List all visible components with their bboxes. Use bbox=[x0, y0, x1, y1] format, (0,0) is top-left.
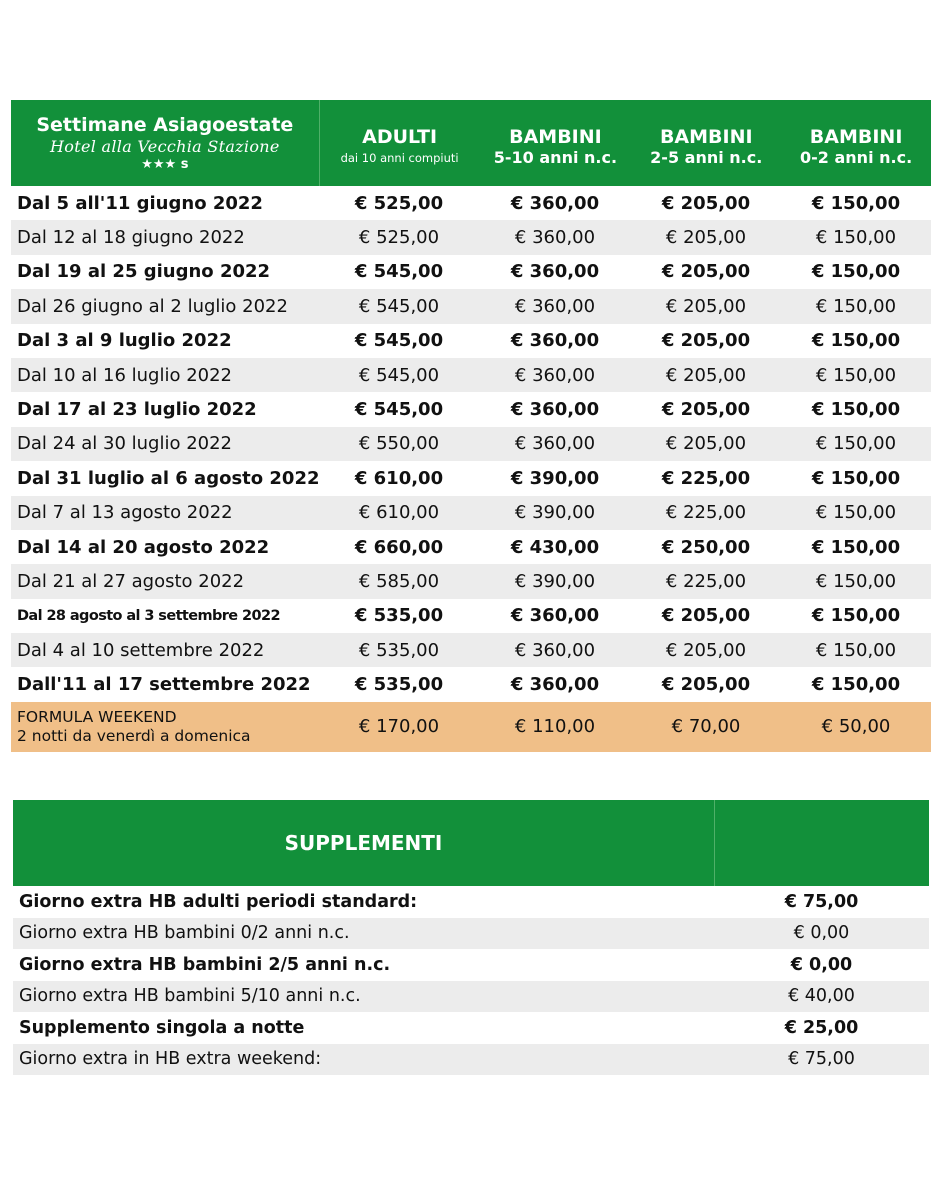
price-bambini-0-2: € 150,00 bbox=[811, 467, 901, 489]
table-row bbox=[11, 255, 931, 289]
list-item bbox=[13, 1012, 929, 1044]
period-label: Dal 3 al 9 luglio 2022 bbox=[17, 330, 232, 352]
price-adulti: € 545,00 bbox=[358, 295, 440, 317]
price-bambini-5-10: € 360,00 bbox=[510, 330, 600, 352]
brand-title: Settimane Asiagoestate bbox=[36, 113, 294, 136]
price-bambini-2-5: € 205,00 bbox=[661, 605, 751, 627]
price-bambini-0-2: € 150,00 bbox=[815, 364, 897, 386]
price-bambini-5-10: € 430,00 bbox=[510, 536, 600, 558]
price-table-body bbox=[11, 186, 931, 702]
price-bambini-5-10: € 390,00 bbox=[510, 467, 600, 489]
price-bambini-2-5: € 205,00 bbox=[661, 399, 751, 421]
price-bambini-2-5: € 225,00 bbox=[661, 467, 751, 489]
period-label: Dal 31 luglio al 6 agosto 2022 bbox=[17, 467, 320, 489]
weekend-row bbox=[11, 702, 931, 752]
col-title: BAMBINI bbox=[509, 126, 602, 148]
table-row bbox=[11, 220, 931, 254]
col-adulti bbox=[320, 100, 480, 186]
weekend-label bbox=[11, 708, 319, 746]
period-label: Dal 4 al 10 settembre 2022 bbox=[17, 639, 265, 661]
weekend-price-bambini-0-2: € 50,00 bbox=[821, 716, 891, 738]
price-bambini-0-2: € 150,00 bbox=[811, 330, 901, 352]
supplementi-header-empty bbox=[715, 800, 929, 886]
price-bambini-5-10: € 360,00 bbox=[510, 605, 600, 627]
price-bambini-2-5: € 250,00 bbox=[661, 536, 751, 558]
table-row bbox=[11, 633, 931, 667]
price-bambini-5-10: € 360,00 bbox=[514, 364, 596, 386]
price-bambini-2-5: € 205,00 bbox=[665, 227, 747, 249]
period-label: Dal 12 al 18 giugno 2022 bbox=[17, 227, 245, 249]
table-row bbox=[11, 564, 931, 598]
table-row bbox=[11, 667, 931, 701]
period-label: Dall'11 al 17 settembre 2022 bbox=[17, 674, 311, 696]
supplement-label: Supplemento singola a notte bbox=[19, 1017, 305, 1038]
col-bambini-2-5 bbox=[631, 100, 781, 186]
supplement-label: Giorno extra HB bambini 2/5 anni n.c. bbox=[19, 954, 391, 975]
col-bambini-0-2 bbox=[781, 100, 931, 186]
supplementi-table bbox=[13, 800, 929, 1075]
price-bambini-5-10: € 360,00 bbox=[510, 399, 600, 421]
period-label: Dal 17 al 23 luglio 2022 bbox=[17, 399, 257, 421]
col-subtitle: 0-2 anni n.c. bbox=[800, 148, 913, 167]
price-bambini-5-10: € 360,00 bbox=[510, 261, 600, 283]
price-bambini-5-10: € 360,00 bbox=[510, 674, 600, 696]
weekend-price-bambini-2-5: € 70,00 bbox=[671, 716, 741, 738]
col-subtitle: 2-5 anni n.c. bbox=[650, 148, 763, 167]
period-label: Dal 10 al 16 luglio 2022 bbox=[17, 364, 232, 386]
price-adulti: € 535,00 bbox=[354, 605, 444, 627]
list-item bbox=[13, 886, 929, 918]
col-subtitle: dai 10 anni compiuti bbox=[340, 151, 459, 165]
price-bambini-5-10: € 360,00 bbox=[514, 639, 596, 661]
price-bambini-5-10: € 360,00 bbox=[514, 295, 596, 317]
price-adulti: € 535,00 bbox=[354, 674, 444, 696]
price-adulti: € 610,00 bbox=[358, 502, 440, 524]
price-adulti: € 535,00 bbox=[358, 639, 440, 661]
col-subtitle: 5-10 anni n.c. bbox=[493, 148, 618, 167]
price-adulti: € 660,00 bbox=[354, 536, 444, 558]
supplement-price: € 75,00 bbox=[788, 1049, 855, 1070]
list-item bbox=[13, 949, 929, 981]
period-label: Dal 14 al 20 agosto 2022 bbox=[17, 536, 270, 558]
price-adulti: € 550,00 bbox=[358, 433, 440, 455]
table-row bbox=[11, 186, 931, 220]
table-row bbox=[11, 427, 931, 461]
price-bambini-0-2: € 150,00 bbox=[811, 536, 901, 558]
price-bambini-0-2: € 150,00 bbox=[815, 433, 897, 455]
weekend-subtitle: 2 notti da venerdì a domenica bbox=[17, 726, 251, 745]
price-bambini-0-2: € 150,00 bbox=[811, 674, 901, 696]
table-row bbox=[11, 358, 931, 392]
price-bambini-0-2: € 150,00 bbox=[815, 295, 897, 317]
supplement-price: € 0,00 bbox=[793, 923, 850, 944]
supplement-label: Giorno extra HB bambini 5/10 anni n.c. bbox=[19, 986, 361, 1007]
supplement-label: Giorno extra in HB extra weekend: bbox=[19, 1049, 322, 1070]
price-table bbox=[11, 100, 931, 752]
col-title: ADULTI bbox=[362, 126, 438, 148]
list-item bbox=[13, 918, 929, 950]
price-bambini-2-5: € 205,00 bbox=[661, 330, 751, 352]
price-adulti: € 545,00 bbox=[358, 364, 440, 386]
price-bambini-2-5: € 205,00 bbox=[665, 639, 747, 661]
price-adulti: € 525,00 bbox=[358, 227, 440, 249]
price-bambini-2-5: € 205,00 bbox=[661, 261, 751, 283]
supplement-price: € 75,00 bbox=[784, 891, 859, 912]
price-adulti: € 545,00 bbox=[354, 399, 444, 421]
price-table-header bbox=[11, 100, 931, 186]
price-adulti: € 545,00 bbox=[354, 261, 444, 283]
price-bambini-5-10: € 390,00 bbox=[514, 502, 596, 524]
weekend-price-adulti: € 170,00 bbox=[358, 716, 440, 738]
supplement-price: € 0,00 bbox=[790, 954, 853, 975]
list-item bbox=[13, 981, 929, 1013]
price-bambini-5-10: € 360,00 bbox=[514, 433, 596, 455]
price-bambini-2-5: € 225,00 bbox=[665, 502, 747, 524]
table-row bbox=[11, 530, 931, 564]
price-adulti: € 610,00 bbox=[354, 467, 444, 489]
period-label: Dal 24 al 30 luglio 2022 bbox=[17, 433, 232, 455]
table-row bbox=[11, 289, 931, 323]
col-bambini-5-10 bbox=[480, 100, 632, 186]
supplementi-title: SUPPLEMENTI bbox=[13, 800, 715, 886]
brand-subtitle: Hotel alla Vecchia Stazione bbox=[50, 136, 280, 156]
col-title: BAMBINI bbox=[809, 126, 903, 148]
table-row bbox=[11, 461, 931, 495]
supplementi-header bbox=[13, 800, 929, 886]
period-label: Dal 7 al 13 agosto 2022 bbox=[17, 502, 233, 524]
price-adulti: € 525,00 bbox=[354, 192, 444, 214]
table-row bbox=[11, 324, 931, 358]
weekend-title: FORMULA WEEKEND bbox=[17, 707, 177, 726]
period-label: Dal 26 giugno al 2 luglio 2022 bbox=[17, 295, 288, 317]
price-bambini-2-5: € 205,00 bbox=[665, 364, 747, 386]
supplement-price: € 25,00 bbox=[784, 1017, 859, 1038]
period-label: Dal 28 agosto al 3 settembre 2022 bbox=[17, 607, 280, 624]
price-bambini-0-2: € 150,00 bbox=[811, 261, 901, 283]
period-label: Dal 21 al 27 agosto 2022 bbox=[17, 570, 245, 592]
price-adulti: € 545,00 bbox=[354, 330, 444, 352]
col-title: BAMBINI bbox=[659, 126, 753, 148]
price-bambini-0-2: € 150,00 bbox=[815, 502, 897, 524]
table-row bbox=[11, 599, 931, 633]
weekend-price-bambini-5-10: € 110,00 bbox=[514, 716, 596, 738]
supplementi-body bbox=[13, 886, 929, 1075]
period-label: Dal 19 al 25 giugno 2022 bbox=[17, 261, 271, 283]
supplement-label: Giorno extra HB bambini 0/2 anni n.c. bbox=[19, 923, 350, 944]
supplement-label: Giorno extra HB adulti periodi standard: bbox=[19, 891, 418, 912]
price-bambini-0-2: € 150,00 bbox=[815, 227, 897, 249]
price-bambini-2-5: € 205,00 bbox=[665, 433, 747, 455]
list-item bbox=[13, 1044, 929, 1076]
brand-stars: ★★★ s bbox=[141, 156, 189, 172]
price-bambini-0-2: € 150,00 bbox=[811, 192, 901, 214]
price-bambini-5-10: € 360,00 bbox=[514, 227, 596, 249]
price-bambini-0-2: € 150,00 bbox=[815, 639, 897, 661]
table-row bbox=[11, 392, 931, 426]
price-bambini-2-5: € 225,00 bbox=[665, 570, 747, 592]
price-bambini-0-2: € 150,00 bbox=[811, 605, 901, 627]
price-adulti: € 585,00 bbox=[358, 570, 440, 592]
price-bambini-2-5: € 205,00 bbox=[665, 295, 747, 317]
price-bambini-2-5: € 205,00 bbox=[661, 674, 751, 696]
hotel-brand bbox=[11, 100, 320, 186]
table-row bbox=[11, 496, 931, 530]
period-label: Dal 5 all'11 giugno 2022 bbox=[17, 192, 263, 214]
price-bambini-2-5: € 205,00 bbox=[661, 192, 751, 214]
price-bambini-0-2: € 150,00 bbox=[815, 570, 897, 592]
price-bambini-0-2: € 150,00 bbox=[811, 399, 901, 421]
price-bambini-5-10: € 360,00 bbox=[510, 192, 600, 214]
supplement-price: € 40,00 bbox=[788, 986, 855, 1007]
price-bambini-5-10: € 390,00 bbox=[514, 570, 596, 592]
